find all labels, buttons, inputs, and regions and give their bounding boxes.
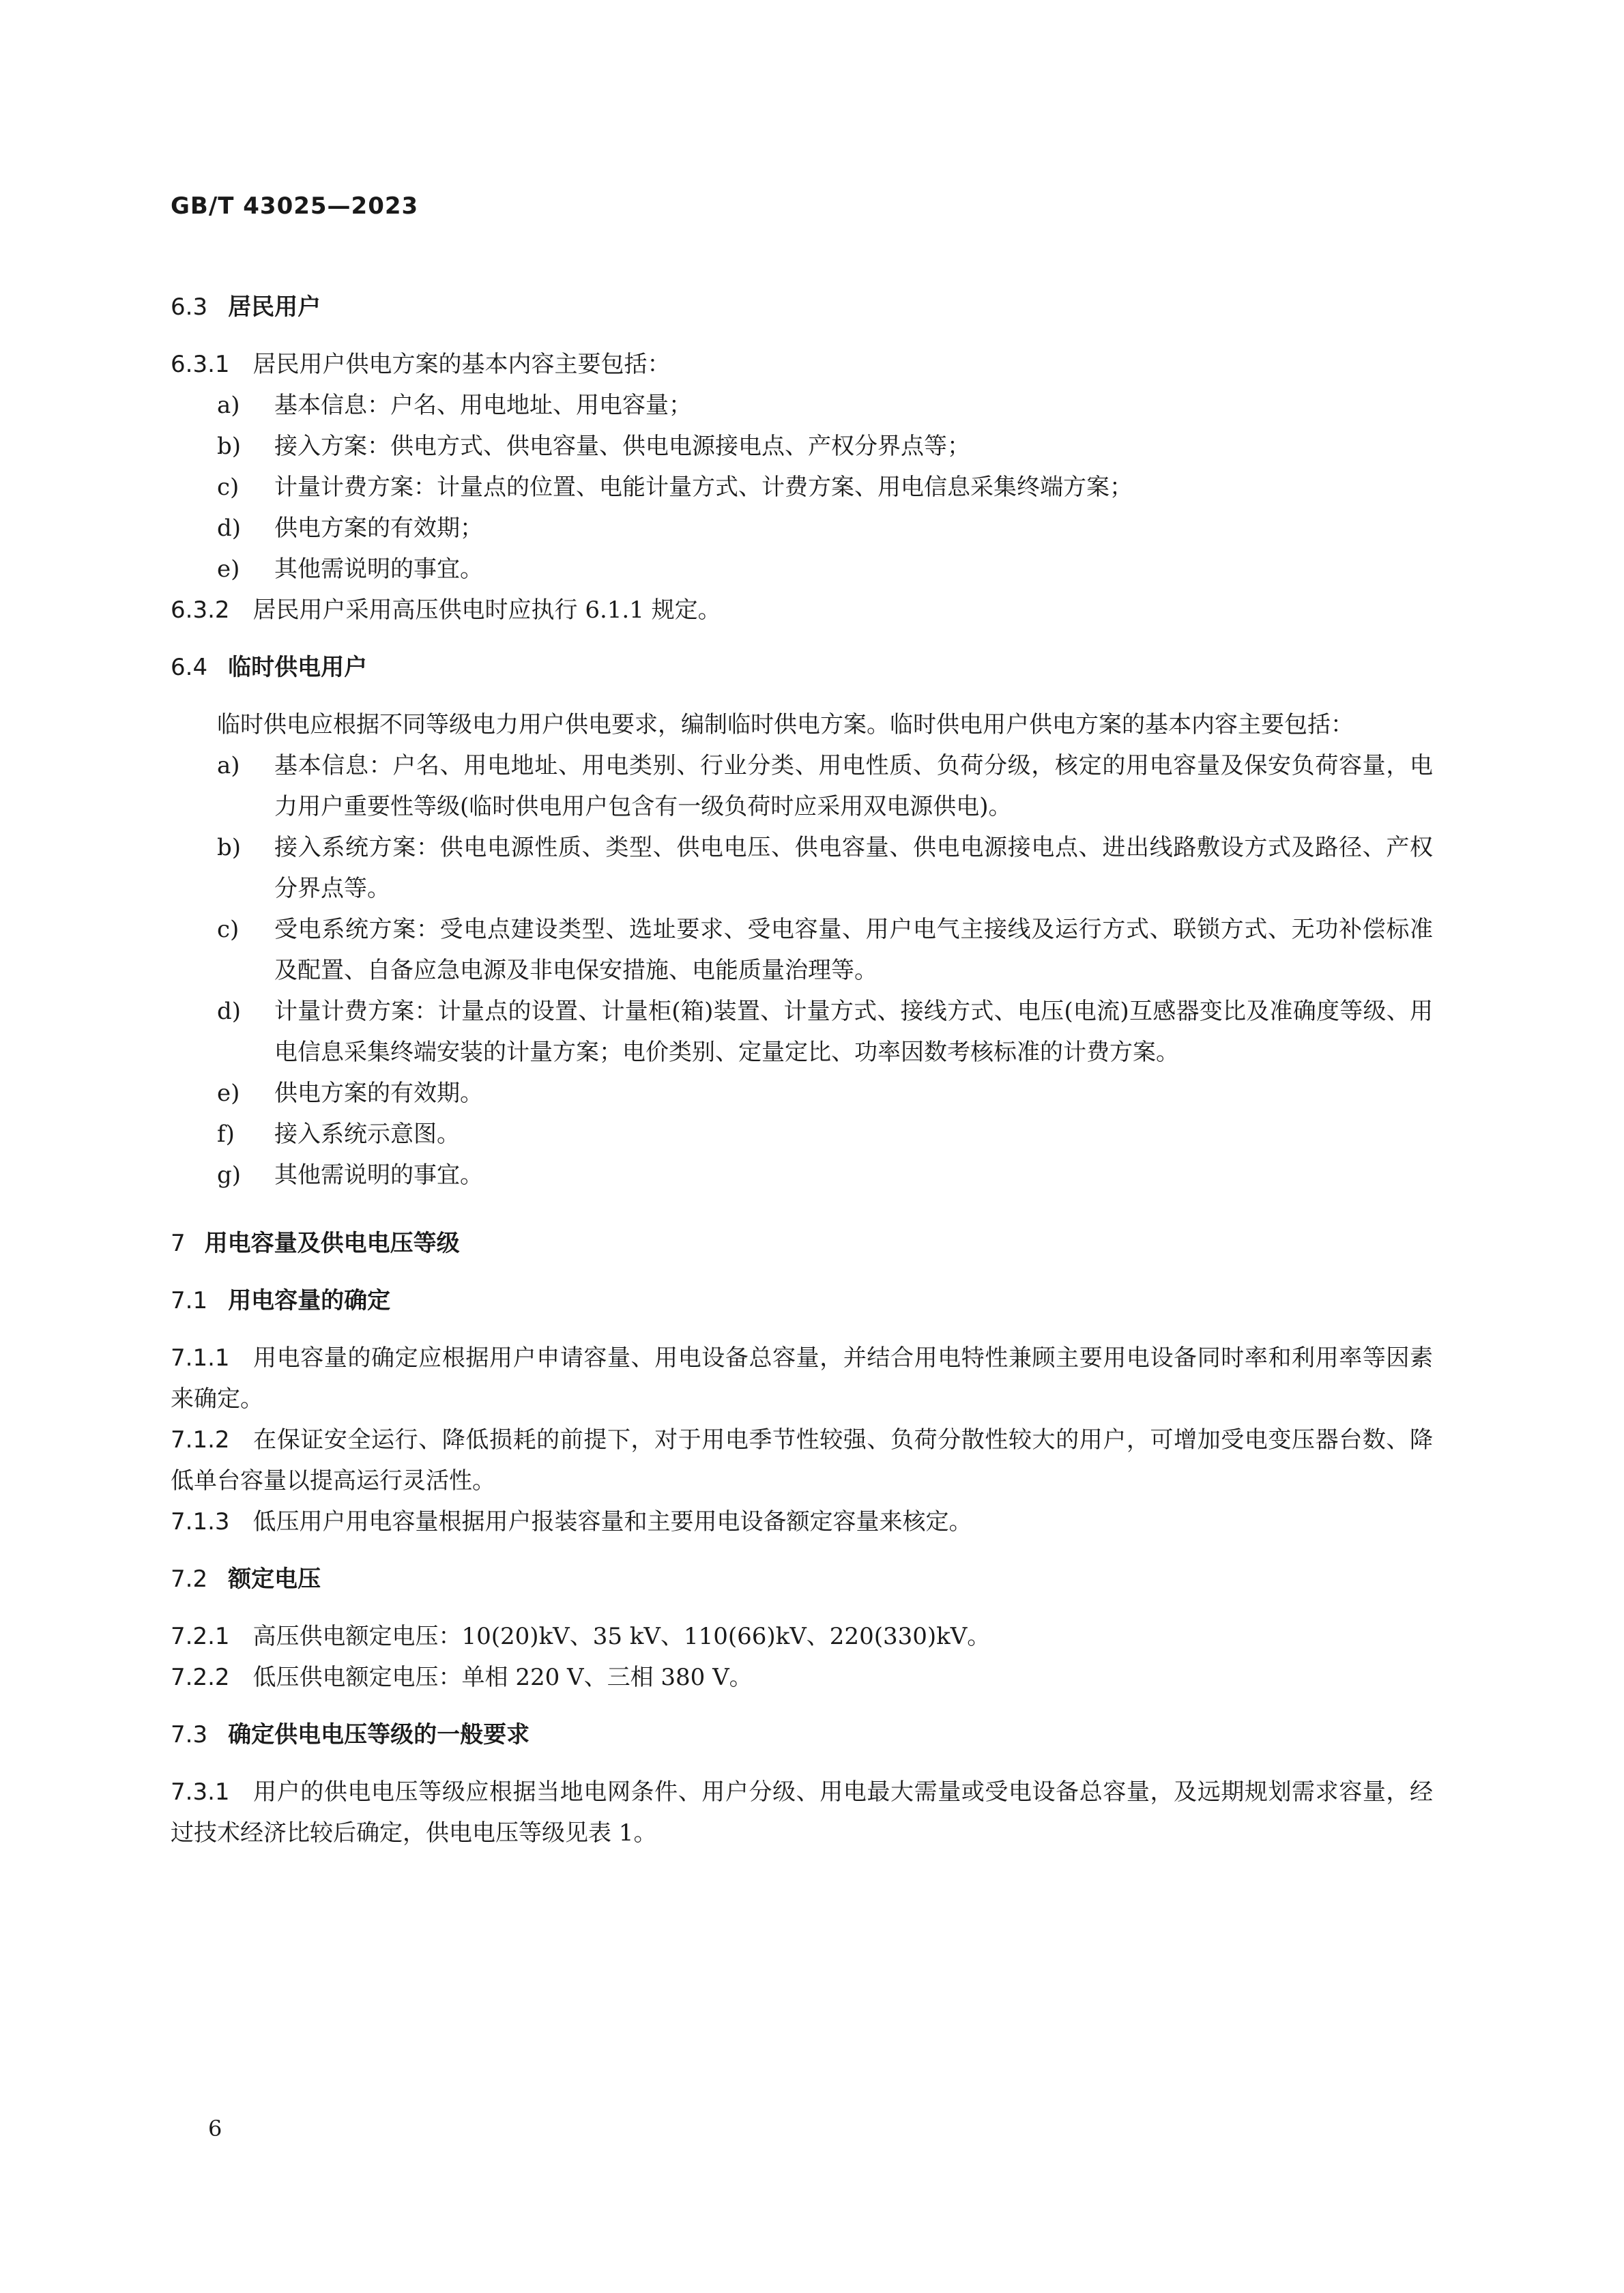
section-title: 额定电压	[228, 1566, 321, 1593]
section-number: 6.4	[171, 654, 208, 681]
list-label: a)	[217, 752, 240, 779]
clause-6-3-1	[171, 344, 1433, 385]
clause-7-1-1	[171, 1338, 1433, 1419]
section-6-3-heading	[171, 287, 1433, 328]
chapter-number: 7	[171, 1230, 186, 1257]
list-6-3-1	[171, 385, 1433, 590]
list-label: d)	[217, 998, 242, 1025]
list-text: 基本信息：户名、用电地址、用电容量；	[274, 392, 692, 419]
clause-number: 7.1.1	[171, 1344, 230, 1372]
list-label: b)	[217, 834, 242, 861]
clause-text: 居民用户供电方案的基本内容主要包括：	[252, 351, 671, 378]
clause-text: 高压供电额定电压：10(20)kV、35 kV、110(66)kV、220(330)kV。	[252, 1623, 991, 1650]
section-6-4-heading	[171, 647, 1433, 688]
clause-text: 用电容量的确定应根据用户申请容量、用电设备总容量，并结合用电特性兼顾主要用电设备同时率和利用率等因素来确定。	[171, 1344, 1433, 1413]
section-title: 确定供电电压等级的一般要求	[228, 1721, 530, 1748]
list-item	[171, 549, 1433, 590]
list-text: 接入系统方案：供电电源性质、类型、供电电压、供电容量、供电电源接电点、进出线路敷设方式及路径、产权分界点等。	[274, 834, 1433, 902]
list-label: c)	[217, 916, 240, 943]
list-text: 受电系统方案：受电点建设类型、选址要求、受电容量、用户电气主接线及运行方式、联锁方式、无功补偿标准及配置、自备应急电源及非电保安措施、电能质量治理等。	[274, 916, 1433, 984]
page-number: 6	[208, 2116, 222, 2141]
clause-number: 7.1.3	[171, 1508, 230, 1535]
clause-number: 7.2.1	[171, 1623, 230, 1650]
list-item	[171, 827, 1433, 909]
section-number: 7.2	[171, 1566, 208, 1593]
section-number: 6.3	[171, 293, 208, 321]
section-6-4-intro: 临时供电应根据不同等级电力用户供电要求，编制临时供电方案。临时供电用户供电方案的基本内容主要包括：	[217, 711, 1354, 738]
page-body	[171, 287, 1433, 1854]
clause-number: 6.3.2	[171, 596, 230, 624]
list-item	[171, 426, 1433, 467]
list-text: 计量计费方案：计量点的设置、计量柜(箱)装置、计量方式、接线方式、电压(电流)互感器变比及准确度等级、用电信息采集终端安装的计量方案；电价类别、定量定比、功率因数考核标准的计费方案。	[274, 998, 1433, 1066]
section-7-2-heading	[171, 1559, 1433, 1600]
list-item	[171, 1073, 1433, 1114]
list-label: d)	[217, 515, 242, 542]
clause-text: 用户的供电电压等级应根据当地电网条件、用户分级、用电最大需量或受电设备总容量，及远期规划需求容量，经过技术经济比较后确定，供电电压等级见表 1。	[171, 1778, 1433, 1847]
list-label: a)	[217, 392, 240, 419]
list-item	[171, 385, 1433, 426]
list-6-4	[171, 745, 1433, 1196]
list-item	[171, 1114, 1433, 1155]
clause-text: 低压用户用电容量根据用户报装容量和主要用电设备额定容量来核定。	[252, 1508, 972, 1535]
clause-text: 居民用户采用高压供电时应执行 6.1.1 规定。	[252, 596, 721, 624]
clause-7-1-2	[171, 1419, 1433, 1501]
clause-7-2-1	[171, 1616, 1433, 1657]
list-label: e)	[217, 556, 240, 583]
list-text: 计量计费方案：计量点的位置、电能计量方式、计费方案、用电信息采集终端方案；	[274, 474, 1133, 501]
list-label: e)	[217, 1080, 240, 1107]
section-number: 7.3	[171, 1721, 208, 1748]
clause-6-3-2	[171, 590, 1433, 631]
section-title: 居民用户	[228, 293, 321, 321]
list-item	[171, 467, 1433, 508]
clause-number: 6.3.1	[171, 351, 230, 378]
chapter-7-heading	[171, 1223, 1433, 1264]
list-item	[171, 1155, 1433, 1196]
clause-7-3-1	[171, 1772, 1433, 1854]
clause-number: 7.3.1	[171, 1778, 230, 1806]
section-number: 7.1	[171, 1287, 208, 1314]
list-item	[171, 508, 1433, 549]
clause-text: 在保证安全运行、降低损耗的前提下，对于用电季节性较强、负荷分散性较大的用户，可增加受电变压器台数、降低单台容量以提高运行灵活性。	[171, 1426, 1433, 1495]
list-label: c)	[217, 474, 240, 501]
list-text: 供电方案的有效期；	[274, 515, 483, 542]
clause-7-1-3	[171, 1501, 1433, 1542]
section-7-1-heading	[171, 1280, 1433, 1321]
section-title: 用电容量的确定	[228, 1287, 391, 1314]
list-item	[171, 991, 1433, 1073]
list-text: 接入系统示意图。	[274, 1121, 460, 1148]
clause-7-2-2	[171, 1657, 1433, 1698]
list-label: g)	[217, 1162, 242, 1189]
list-item	[171, 909, 1433, 991]
list-text: 其他需说明的事宜。	[274, 1162, 483, 1189]
clause-number: 7.2.2	[171, 1664, 230, 1691]
list-text: 基本信息：户名、用电地址、用电类别、行业分类、用电性质、负荷分级，核定的用电容量及保安负荷容量，电力用户重要性等级(临时供电用户包含有一级负荷时应采用双电源供电)。	[274, 752, 1433, 820]
list-text: 其他需说明的事宜。	[274, 556, 483, 583]
clause-text: 低压供电额定电压：单相 220 V、三相 380 V。	[252, 1664, 753, 1691]
section-title: 临时供电用户	[228, 654, 368, 681]
list-item	[171, 745, 1433, 827]
list-label: b)	[217, 433, 242, 460]
standard-number-header: GB/T 43025—2023	[171, 192, 419, 220]
list-text: 供电方案的有效期。	[274, 1080, 483, 1107]
clause-number: 7.1.2	[171, 1426, 230, 1454]
list-label: f)	[217, 1121, 235, 1148]
list-text: 接入方案：供电方式、供电容量、供电电源接电点、产权分界点等；	[274, 433, 970, 460]
chapter-title: 用电容量及供电电压等级	[204, 1230, 460, 1257]
section-7-3-heading	[171, 1714, 1433, 1755]
